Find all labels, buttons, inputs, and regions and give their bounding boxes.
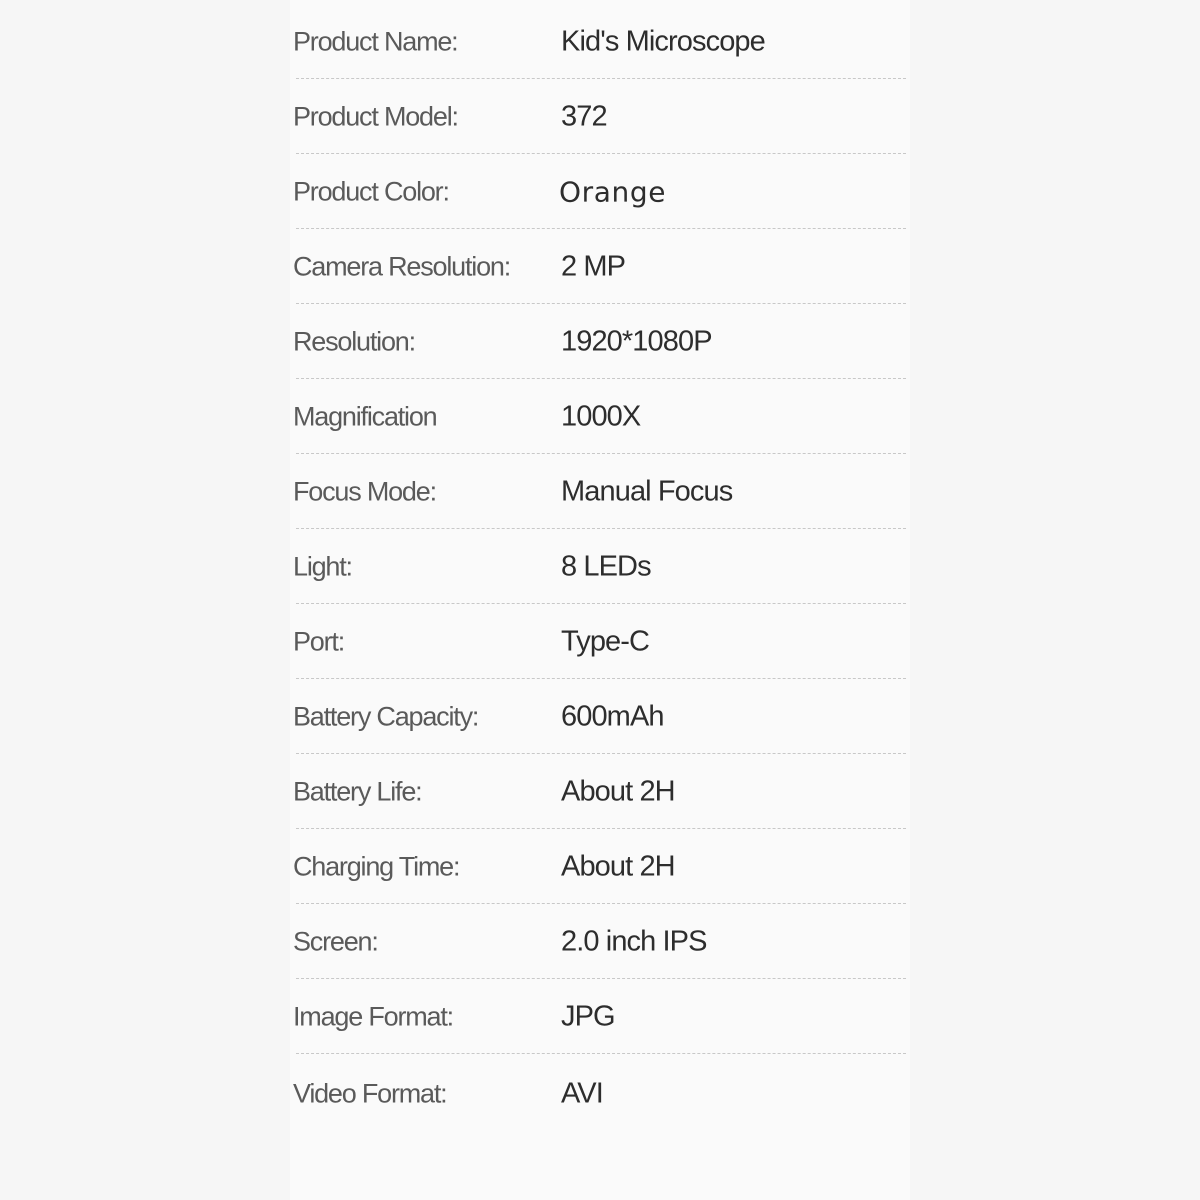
spec-label: Product Color: (293, 176, 449, 206)
row-divider (296, 1053, 906, 1054)
spec-row-battery-life (290, 754, 910, 829)
spec-value: 8 LEDs (561, 550, 651, 582)
spec-label: Product Model: (293, 101, 458, 131)
spec-value: 372 (561, 100, 607, 132)
spec-label: Light: (293, 551, 352, 581)
spec-row-focus-mode (290, 454, 910, 529)
spec-value: JPG (561, 1000, 615, 1032)
spec-value: Type-C (561, 625, 650, 657)
spec-value: 1920*1080P (561, 325, 712, 357)
spec-label: Camera Resolution: (293, 251, 511, 281)
spec-value: About 2H (561, 775, 675, 807)
spec-table (290, 0, 910, 1200)
spec-value: Kid's Microscope (561, 25, 765, 57)
spec-label: Focus Mode: (293, 476, 436, 506)
spec-label: Video Format: (293, 1078, 447, 1108)
spec-row-magnification (290, 379, 910, 454)
spec-label: Resolution: (293, 326, 415, 356)
spec-row-battery-capacity (290, 679, 910, 754)
spec-label: Battery Capacity: (293, 701, 479, 731)
spec-value: AVI (561, 1077, 603, 1109)
spec-row-camera-resolution (290, 229, 910, 304)
spec-label: Port: (293, 626, 345, 656)
spec-row-light (290, 529, 910, 604)
spec-value: 1000X (561, 400, 641, 432)
spec-value: Orange (559, 175, 667, 208)
spec-label: Charging Time: (293, 851, 460, 881)
spec-value: Manual Focus (561, 475, 733, 507)
spec-label: Battery Life: (293, 776, 422, 806)
spec-row-product-model (290, 79, 910, 154)
spec-value: 600mAh (561, 700, 664, 732)
spec-row-resolution (290, 304, 910, 379)
spec-row-charging-time (290, 829, 910, 904)
spec-label: Product Name: (293, 26, 458, 56)
spec-row-video-format (290, 1056, 910, 1131)
spec-value: About 2H (561, 850, 675, 882)
spec-label: Image Format: (293, 1001, 453, 1031)
spec-row-image-format (290, 979, 910, 1054)
spec-row-product-name (290, 4, 910, 79)
spec-value: 2 MP (561, 250, 626, 282)
spec-label: Magnification (293, 401, 437, 431)
spec-label: Screen: (293, 926, 378, 956)
spec-row-screen (290, 904, 910, 979)
spec-row-product-color (290, 154, 910, 229)
spec-row-port (290, 604, 910, 679)
spec-value: 2.0 inch IPS (561, 925, 707, 957)
